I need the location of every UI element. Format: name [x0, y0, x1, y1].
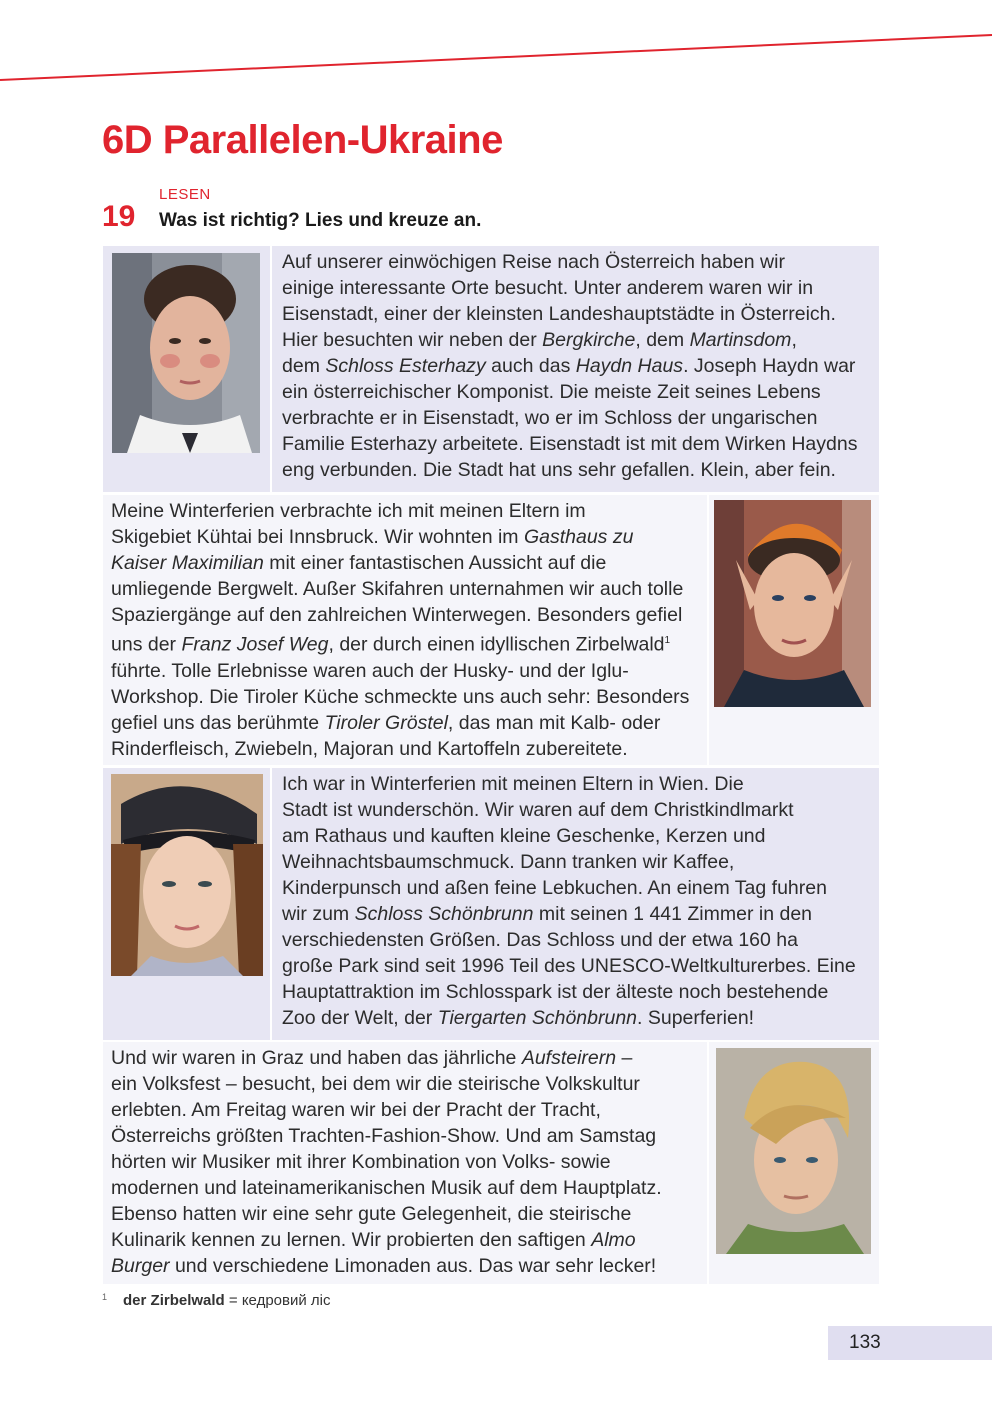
text-line: Burger und verschiedene Limonaden aus. Das war sehr lecker!: [111, 1255, 657, 1277]
text-line: am Rathaus und kauften kleine Geschenke, Kerzen und: [282, 825, 766, 847]
portrait-photo-1: [112, 253, 260, 453]
column-divider: [270, 246, 272, 492]
text-line: Und wir waren in Graz und haben das jährliche Aufsteirern –: [111, 1047, 633, 1069]
footnote: [102, 1292, 331, 1309]
text-line: Kulinarik kennen zu lernen. Wir probierten den saftigen Almo: [111, 1229, 636, 1251]
text-line: wir zum Schloss Schönbrunn mit seinen 1 441 Zimmer in den: [282, 903, 813, 925]
text-line: Auf unserer einwöchigen Reise nach Österreich haben wir: [282, 251, 785, 273]
text-block-3: [103, 768, 879, 1040]
footnote-marker: 1: [102, 1292, 108, 1302]
text-paragraph-1: [282, 249, 876, 483]
text-line: eng verbunden. Die Stadt hat uns sehr gefallen. Klein, aber fein.: [282, 459, 836, 481]
text-line: Hauptattraktion im Schlosspark ist der älteste noch bestehende: [282, 981, 829, 1003]
text-line: Hier besuchten wir neben der Bergkirche, dem Martinsdom,: [282, 329, 797, 351]
text-line: Skigebiet Kühtai bei Innsbruck. Wir wohnten im Gasthaus zu: [111, 526, 634, 548]
text-line: hörten wir Musiker mit ihrer Kombination von Volks- sowie: [111, 1151, 611, 1173]
text-line: große Park sind seit 1996 Teil des UNESCO-Weltkulturerbes. Eine: [282, 955, 856, 977]
text-line: Rinderfleisch, Zwiebeln, Majoran und Kartoffeln zubereitete.: [111, 737, 628, 760]
text-line: ein österreichischer Komponist. Die meiste Zeit seines Lebens: [282, 381, 821, 403]
footnote-term: der Zirbelwald: [123, 1292, 225, 1309]
text-line: Spaziergänge auf den zahlreichen Winterwegen. Besonders gefiel: [111, 604, 683, 626]
section-label: LESEN: [159, 186, 211, 203]
page-title: 6D Parallelen-Ukraine: [102, 118, 503, 162]
task-instruction: Was ist richtig? Lies und kreuze an.: [159, 210, 482, 231]
text-block-1: [103, 246, 879, 492]
footnote-translation: кедровий ліс: [241, 1292, 331, 1309]
text-line: Österreichs größten Trachten-Fashion-Show. Und am Samstag: [111, 1125, 657, 1147]
text-line: erlebten. Am Freitag waren wir bei der Pracht der Tracht,: [111, 1099, 601, 1121]
header-rule: [0, 0, 992, 100]
text-line: Ich war in Winterferien mit meinen Eltern in Wien. Die: [282, 773, 744, 795]
text-line: Stadt ist wunderschön. Wir waren auf dem Christkindlmarkt: [282, 799, 794, 821]
text-paragraph-4: [111, 1045, 711, 1279]
column-divider: [270, 768, 272, 1040]
text-line: Meine Winterferien verbrachte ich mit meinen Eltern im: [111, 500, 586, 522]
footnote-equals: =: [224, 1292, 242, 1309]
text-line: Workshop. Die Tiroler Küche schmeckte uns auch sehr: Besonders: [111, 685, 690, 708]
text-line: Kaiser Maximilian mit einer fantastischen Aussicht auf die: [111, 552, 607, 574]
column-divider: [707, 495, 709, 765]
text-paragraph-2: [111, 498, 711, 762]
portrait-photo-3: [111, 774, 263, 976]
text-line: umliegende Bergwelt. Außer Skifahren unternahmen wir auch tolle: [111, 578, 684, 600]
paragraph-text: [111, 498, 711, 762]
text-line: verschiedensten Größen. Das Schloss und der etwa 160 ha: [282, 929, 798, 951]
text-line: modernen und lateinamerikanischen Musik auf dem Hauptplatz.: [111, 1177, 662, 1199]
text-line: dem Schloss Esterhazy auch das Haydn Haus. Joseph Haydn war: [282, 355, 856, 377]
portrait-photo-2: [714, 500, 871, 707]
text-line: ein Volksfest – besucht, bei dem wir die steirische Volkskultur: [111, 1073, 640, 1095]
text-line: verbrachte er in Eisenstadt, wo er im Schloss der ungarischen: [282, 407, 818, 429]
text-line: Ebenso hatten wir eine sehr gute Gelegenheit, die steirische: [111, 1203, 632, 1225]
task-number: 19: [102, 200, 136, 233]
page-number: 133: [828, 1326, 992, 1360]
paragraph-text: [111, 1045, 711, 1279]
paragraph-text: [282, 771, 876, 1031]
text-block-4: [103, 1042, 879, 1284]
text-line: uns der Franz Josef Weg, der durch einen idyllischen Zirbelwald$^1$: [111, 633, 671, 656]
text-line: Eisenstadt, einer der kleinsten Landeshauptstädte in Österreich.: [282, 303, 836, 325]
text-block-2: [103, 495, 879, 765]
text-line: führte. Tolle Erlebnisse waren auch der Husky- und der Iglu-: [111, 659, 629, 682]
text-line: Weihnachtsbaumschmuck. Dann tranken wir Kaffee,: [282, 851, 735, 873]
text-line: Zoo der Welt, der Tiergarten Schönbrunn. Superferien!: [282, 1007, 755, 1029]
text-line: einige interessante Orte besucht. Unter anderem waren wir in: [282, 277, 814, 299]
text-paragraph-3: [282, 771, 876, 1031]
text-line: gefiel uns das berühmte Tiroler Gröstel, das man mit Kalb- oder: [111, 711, 661, 734]
text-line: Familie Esterhazy arbeitete. Eisenstadt ist mit dem Wirken Haydns: [282, 433, 858, 455]
portrait-photo-4: [716, 1048, 871, 1254]
column-divider: [707, 1042, 709, 1284]
text-line: Kinderpunsch und aßen feine Lebkuchen. An einem Tag fuhren: [282, 877, 827, 899]
paragraph-text: [282, 249, 876, 483]
